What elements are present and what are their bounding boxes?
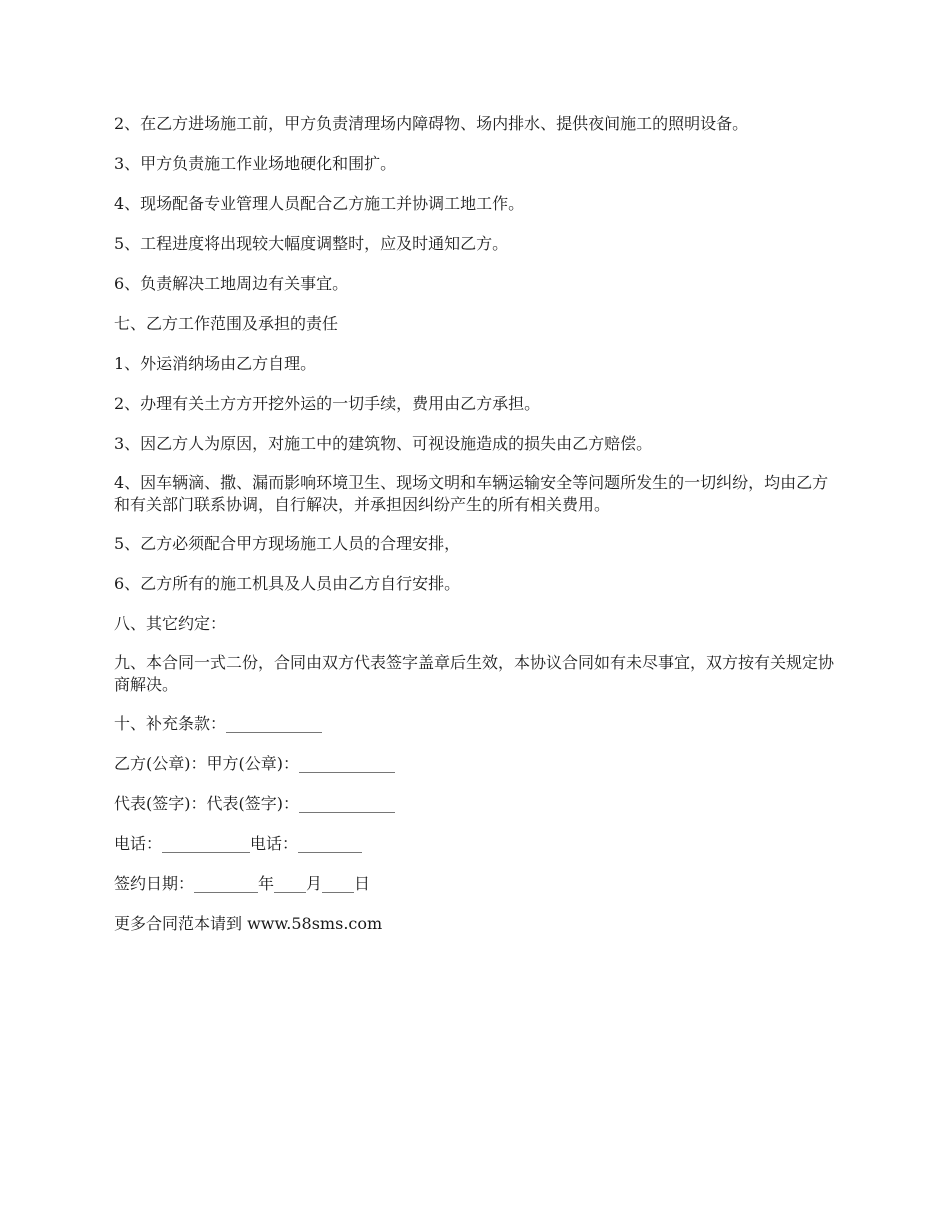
section-heading-8: 八、其它约定： — [114, 614, 227, 633]
clause-a-6: 6、负责解决工地周边有关事宜。 — [114, 274, 349, 293]
clause-b-2: 2、办理有关土方方开挖外运的一切手续，费用由乙方承担。 — [114, 394, 541, 413]
clause-b-4: 4、因车辆滴、撒、漏而影响环境卫生、现场文明和车辆运输安全等问题所发生的一切纠纷，均由乙方和有关部门联系协调，自行解决，并承担因纠纷产生的所有相关费用。 — [114, 473, 829, 514]
document-body — [114, 112, 844, 952]
sign-date-line: 签约日期：________年____月____日 — [114, 874, 371, 893]
supplementary-terms-line: 十、补充条款：____________ — [114, 714, 323, 733]
clause-b-6: 6、乙方所有的施工机具及人员由乙方自行安排。 — [114, 574, 461, 593]
section-9-text: 九、本合同一式二份，合同由双方代表签字盖章后生效，本协议合同如有未尽事宜，双方按有关规定协商解决。 — [114, 653, 835, 694]
section-heading-7: 七、乙方工作范围及承担的责任 — [114, 314, 339, 333]
clause-a-5: 5、工程进度将出现较大幅度调整时，应及时通知乙方。 — [114, 234, 509, 253]
signature-line: 代表(签字)：代表(签字)：____________ — [114, 794, 395, 813]
seal-line: 乙方(公章)：甲方(公章)：____________ — [114, 754, 395, 773]
clause-a-3: 3、甲方负责施工作业场地硬化和围扩。 — [114, 154, 397, 173]
clause-b-3: 3、因乙方人为原因，对施工中的建筑物、可视设施造成的损失由乙方赔偿。 — [114, 434, 653, 453]
clause-b-1: 1、外运消纳场由乙方自理。 — [114, 354, 317, 373]
phone-line: 电话：___________电话：________ — [114, 834, 363, 853]
clause-b-5: 5、乙方必须配合甲方现场施工人员的合理安排， — [114, 534, 461, 553]
clause-a-2: 2、在乙方进场施工前，甲方负责清理场内障碍物、场内排水、提供夜间施工的照明设备。 — [114, 114, 749, 133]
footer-promo-text: 更多合同范本请到 www.58sms.com — [114, 914, 383, 933]
clause-a-4: 4、现场配备专业管理人员配合乙方施工并协调工地工作。 — [114, 194, 525, 213]
